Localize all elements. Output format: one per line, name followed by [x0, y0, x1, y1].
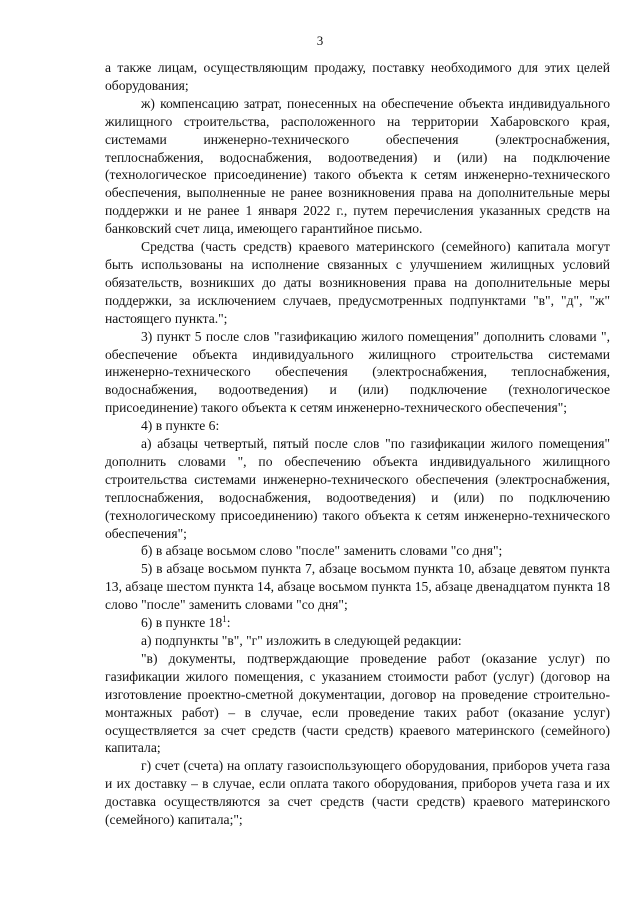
paragraph-quote-g: г) счет (счета) на оплату газоиспользующего оборудования, приборов учета газа и их доставку – в случае, если оплата такого оборудования, приборов учета газа и их доставка осуществляются за счет средств (части средств) краевого материнского (семейного) капитала;"; [105, 758, 610, 828]
paragraph-item-5: 5) в абзаце восьмом пункта 7, абзаце восьмом пункта 10, абзаце девятом пункта 13, абзаце шестом пункта 14, абзаце восьмом пункта 15, абзаце двенадцатом пункта 18 слово "после" заменить словами "со дня"; [105, 561, 610, 613]
paragraph-item-4a: а) абзацы четвертый, пятый после слов "по газификации жилого помещения" дополнить словами ", по обеспечению объекта индивидуального жилищного строительства системами инженерно-технического обеспечения (электроснабжения, теплоснабжения, водоснабжения, водоотведения) и (или) по подключению (технологическому присоединению) такого объекта к сетям инженерно-технического обеспечения"; [105, 436, 610, 541]
item-6-colon: : [226, 615, 231, 631]
paragraph-item-3: 3) пункт 5 после слов "газификацию жилого помещения" дополнить словами ", обеспечение объекта индивидуального жилищного строительства системами инженерно-технического обеспечения (электроснабжения, теплоснабжения, водоснабжения, водоотведения) и (или) подключение (технологическое присоединение) такого объекта к сетям инженерно-технического обеспечения"; [105, 328, 610, 416]
paragraph-subitem-zh: ж) компенсацию затрат, понесенных на обеспечение объекта индивидуального жилищного строительства, расположенного на территории Хабаровского края, системами инженерно-технического обеспечения (электроснабжения, теплоснабжения, водоснабжения, водоотведения) и (или) на подключение (технологическое присоединение) такого объекта к сетям инженерно-технического обеспечения, выполненные не ранее возникновения права на дополнительные меры поддержки и не ранее 1 января 2022 г., путем перечисления указанных средств на банковский счет лица, имеющего гарантийное письмо. [105, 95, 610, 237]
paragraph-item-6a: а) подпункты "в", "г" изложить в следующей редакции: [141, 633, 462, 648]
item-6-text: 6) в пункте 18 [141, 615, 223, 631]
page-number: 3 [316, 33, 324, 48]
item-6-superscript: 1 [222, 614, 227, 625]
paragraph-continuation: а также лицам, осуществляющим продажу, поставку необходимого для этих целей оборудования; [105, 60, 610, 93]
paragraph-funds-note: Средства (часть средств) краевого материнского (семейного) капитала могут быть использованы на исполнение связанных с улучшением жилищных условий обязательств, возникших до даты возникновения права на дополнительные меры поддержки, за исключением случаев, предусмотренных подпунктами "в", "д", "ж" настоящего пункта."; [105, 239, 610, 326]
paragraph-item-4: 4) в пункте 6: [141, 418, 220, 434]
paragraph-item-6 [105, 614, 610, 632]
document-body [105, 59, 610, 829]
paragraph-quote-v: "в) документы, подтверждающие проведение работ (оказание услуг) по газификации жилого помещения, с указанием стоимости работ (услуг) (договор на изготовление проектно-сметной документации, договор на проведение строительно-монтажных работ) – в случае, если проведение таких работ (оказание услуг) осуществляется за счет средств (части средств) краевого материнского (семейного) капитала; [105, 650, 610, 756]
paragraph-item-4b: б) в абзаце восьмом слово "после" заменить словами "со дня"; [141, 543, 503, 559]
